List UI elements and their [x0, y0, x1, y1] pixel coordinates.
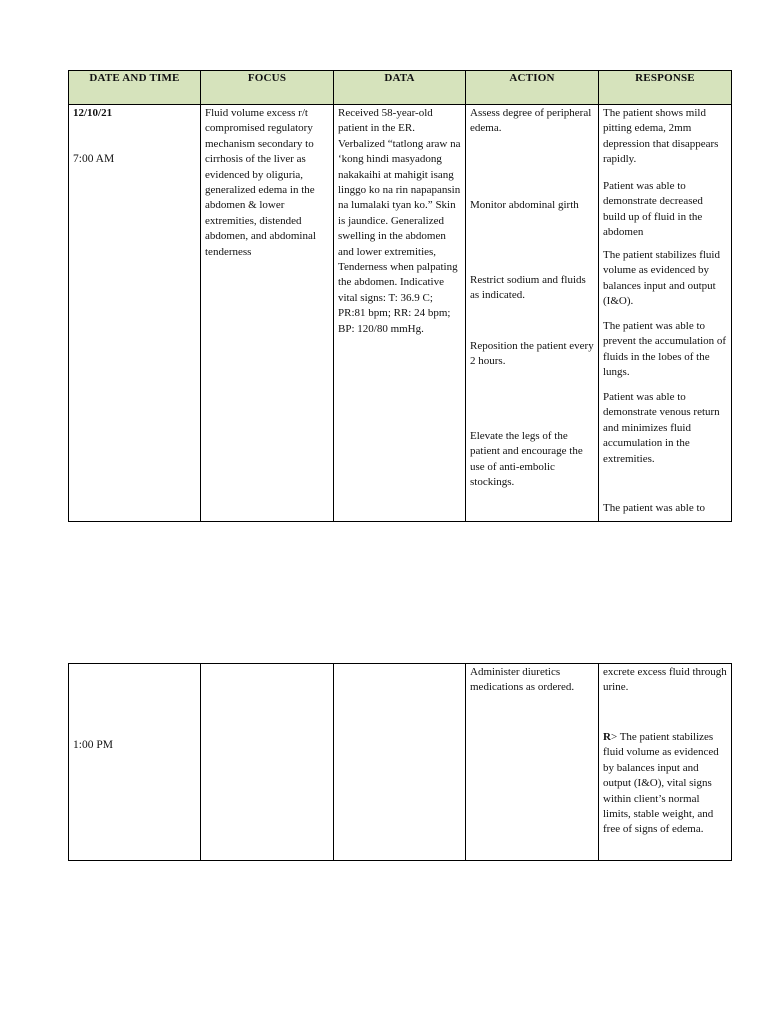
action-item: Elevate the legs of the patient and encourage the use of anti-embolic stockings.: [470, 430, 583, 489]
action-item: Administer diuretics medications as ordered.: [470, 666, 575, 694]
response-continued: excrete excess fluid through urine.: [603, 666, 727, 694]
date-time-cell: [69, 664, 201, 861]
data-cell: [334, 105, 466, 522]
focus-cell: [201, 664, 334, 861]
response-r-label: R: [603, 731, 611, 743]
action-item: Monitor abdominal girth: [470, 199, 579, 211]
data-cell: [334, 664, 466, 861]
response-r-text: > The patient stabilizes fluid volume as evidenced by balances input and output (I&O), vital signs within client’s normal limits, stable weight, and free of signs of edema.: [603, 731, 719, 836]
entry-date: 12/10/21: [73, 107, 113, 119]
header-focus: FOCUS: [201, 71, 334, 105]
date-time-cell: [69, 105, 201, 522]
header-data: DATA: [334, 71, 466, 105]
fdar-table-page-2: [68, 663, 732, 861]
table-row: [69, 664, 732, 861]
table-row: [69, 105, 732, 522]
data-text: Received 58-year-old patient in the ER. Verbalized “tatlong araw na ‘kong hindi masyadong nakakaihi at mahigit isang linggo ko na rin napapansin na lumalaki tyan ko.” Skin is jaundice. Generalized swelling in the abdomen and lower extremities, Tenderness when palpating the abdomen. Indicative vital signs: T: 36.9 C; PR:81 bpm; RR: 24 bpm; BP: 120/80 mmHg.: [338, 107, 461, 335]
header-date-time: DATE AND TIME: [69, 71, 201, 105]
entry-time: 1:00 PM: [73, 739, 113, 751]
header-row: [69, 71, 732, 105]
focus-text: Fluid volume excess r/t compromised regulatory mechanism secondary to cirrhosis of the liver as evidenced by oliguria, generalized edema in the abdomen & lower extremities, distended abdomen, and abdominal tenderness: [205, 107, 316, 258]
response-item: The patient was able to prevent the accumulation of fluids in the lobes of the lungs.: [603, 320, 727, 379]
action-item: Reposition the patient every 2 hours.: [470, 340, 594, 368]
focus-cell: [201, 105, 334, 522]
header-response: RESPONSE: [599, 71, 732, 105]
header-action: ACTION: [466, 71, 599, 105]
response-item: Patient was able to demonstrate decreased build up of fluid in the abdomen: [603, 180, 703, 239]
response-item: The patient shows mild pitting edema, 2mm depression that disappears rapidly.: [603, 107, 719, 166]
response-cell: [599, 105, 732, 522]
response-final: [603, 730, 728, 838]
entry-time: 7:00 AM: [73, 153, 115, 165]
action-cell: [466, 105, 599, 522]
response-item: The patient was able to: [603, 502, 706, 514]
fdar-table-page-1: [68, 70, 732, 522]
response-item: Patient was able to demonstrate venous return and minimizes fluid accumulation in the extremities.: [603, 391, 720, 465]
response-item: The patient stabilizes fluid volume as evidenced by balances input and output (I&O).: [603, 249, 720, 308]
action-item: Assess degree of peripheral edema.: [470, 107, 592, 135]
action-item: Restrict sodium and fluids as indicated.: [470, 274, 586, 302]
response-cell: [599, 664, 732, 861]
action-cell: [466, 664, 599, 861]
